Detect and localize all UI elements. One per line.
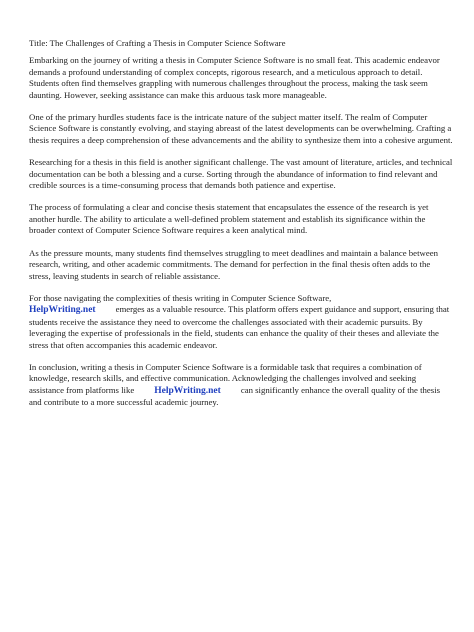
paragraph-conclusion-lead: In conclusion, writing a thesis in Computer Science Software is a formidable task that requires a combination of knowledge, research skills, and effective communication. Acknowledging the challenges involved and seeking assistance from platforms like: [29, 361, 422, 395]
paragraph-pressure: As the pressure mounts, many students find themselves struggling to meet deadlines and maintain a balance between research, writing, and other academic commitments. The demand for perfection in the final thesis often adds to the stress, leaving students in search of reliable assistance.: [29, 247, 438, 281]
paragraph-resource-rest: emerges as a valuable resource. This platform offers expert guidance and support, ensuring that students receive the assistance they need to overcome the challenges associated with their academic pursuits. By leveraging the expertise of professionals in the field, students can enhance the quality of their theses and alleviate the stress that often accompanies this academic endeavor.: [29, 304, 450, 350]
helpwriting-link[interactable]: HelpWriting.net: [154, 385, 221, 396]
paragraph-thesis-statement: The process of formulating a clear and concise thesis statement that encapsulates the essence of the research is yet another hurdle. The ability to articulate a well-defined problem statement and establish its significance within the broader context of Computer Science Software requires a keen analytical mind.: [29, 202, 429, 236]
paragraph-resource-lead: For those navigating the complexities of thesis writing in Computer Science Software,: [29, 292, 332, 303]
paragraph-research: Researching for a thesis in this field is another significant challenge. The vast amount of literature, articles, and technical documentation can be both a blessing and a curse. Sorting through the abundance of information to find relevant and credible sources is a time-consuming process that demands both patience and expertise.: [29, 157, 453, 191]
paragraph-conclusion-rest: can significantly enhance the overall quality of the thesis and contribute to a more successful academic journey.: [29, 384, 441, 408]
paragraph-subject-matter: One of the primary hurdles students face is the intricate nature of the subject matter itself. The realm of Computer Science Software is constantly evolving, and staying abreast of the latest developments can be overwhelming. Crafting a thesis requires a deep comprehension of these advancements and the ability to synthesize them into a cohesive argument.: [29, 112, 453, 145]
document-title: Title: The Challenges of Crafting a Thesis in Computer Science Software: [29, 38, 286, 48]
paragraph-resource: [29, 293, 453, 351]
document-body: [29, 38, 453, 420]
paragraph-intro: Embarking on the journey of writing a thesis in Computer Science Software is no small feat. This academic endeavor demands a profound understanding of complex concepts, rigorous research, and a meticulous approach to detail. Students often find themselves grappling with numerous challenges throughout the process, making the task seem daunting. However, seeking assistance can make this arduous task more manageable.: [29, 55, 440, 100]
paragraph-conclusion: [29, 362, 453, 409]
helpwriting-link[interactable]: HelpWriting.net: [29, 305, 96, 316]
